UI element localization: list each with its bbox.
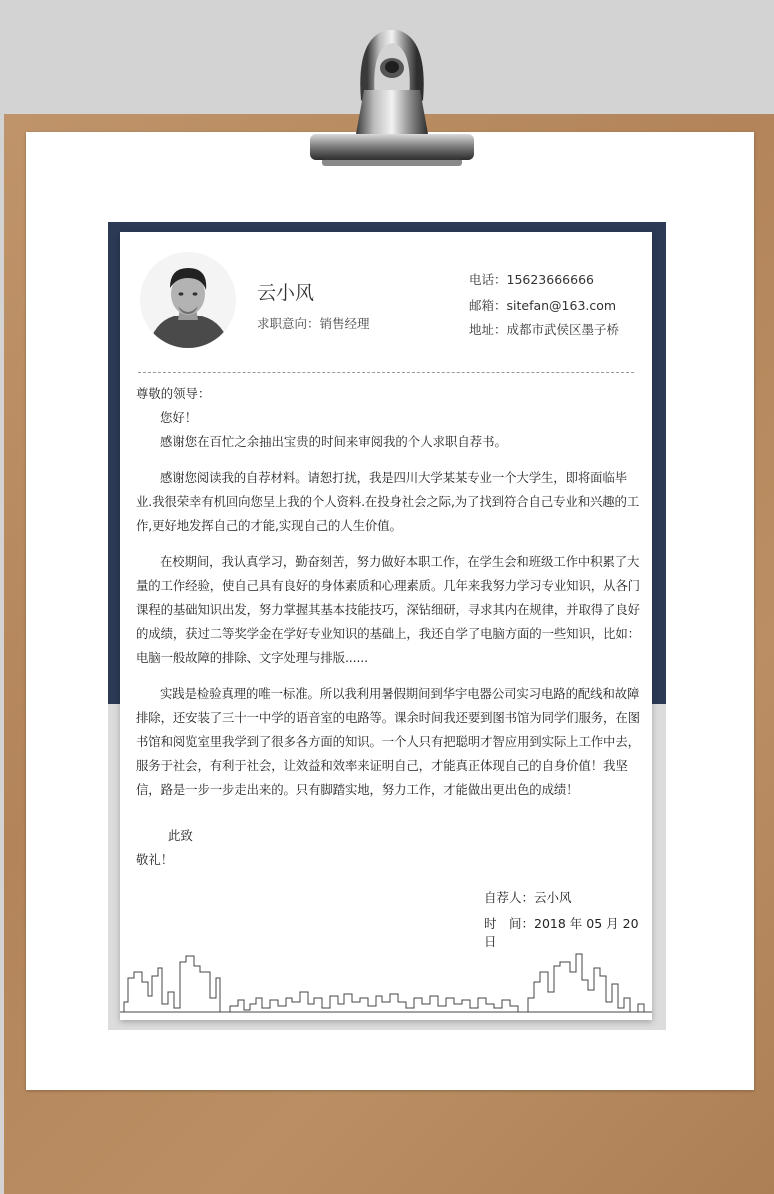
address-text: 地址：成都市武侯区墨子桥	[469, 322, 620, 337]
job-intent: 求职意向：销售经理	[257, 316, 370, 331]
signature-date: 时 间：2018 年 05 月 20 日	[484, 916, 639, 949]
paragraph-intro: 感谢您阅读我的自荐材料。请恕打扰，我是四川大学某某专业一个大学生，即将面临毕业.我很荣幸有机回向您呈上我的个人资料.在投身社会之际,为了找到符合自己专业和兴趣的工作,更好地发挥自己的才能,实现自己的人生价值。	[136, 470, 640, 533]
paragraph-practice: 实践是检验真理的唯一标准。所以我利用暑假期间到华宇电器公司实习电路的配线和故障排除，还安装了三十一中学的语音室的电路等。课余时间我还要到图书馆为同学们服务，在图书馆和阅览室里我学到了很多各方面的知识。一个人只有把聪明才智应用到实际上工作中去，服务于社会，有利于社会，让效益和效率来证明自己，才能真正体现自己的自身价值！我坚信，路是一步一步走出来的。只有脚踏实地，努力工作，才能做出更出色的成绩！	[136, 686, 640, 797]
greeting: 您好！	[160, 410, 198, 425]
binder-clip-icon	[308, 30, 476, 172]
phone-text: 电话：15623666666	[469, 272, 594, 287]
city-skyline-icon	[120, 942, 652, 1020]
signer: 自荐人：云小风	[484, 890, 572, 905]
header-divider	[138, 372, 634, 373]
salutation: 尊敬的领导：	[136, 386, 211, 401]
thanks-line: 感谢您在百忙之余抽出宝贵的时间来审阅我的个人求职自荐书。	[160, 434, 507, 449]
letter-body	[136, 382, 640, 872]
closing-regards: 此致	[168, 828, 193, 843]
paragraph-school: 在校期间，我认真学习，勤奋刻苦，努力做好本职工作，在学生会和班级工作中积累了大量的工作经验，使自己具有良好的身体素质和心理素质。几年来我努力学习专业知识，从各门课程的基础知识出发，努力掌握其基本技能技巧，深钻细研，寻求其内在规律，并取得了良好的成绩，获过二等奖学金在学好专业知识的基础上，我还自学了电脑方面的一些知识，比如：电脑一般故障的排除、文字处理与排版......	[136, 554, 640, 665]
cover-letter-paper	[120, 232, 652, 1020]
avatar	[140, 252, 236, 348]
candidate-name: 云小风	[257, 282, 315, 304]
avatar-photo-icon	[140, 252, 236, 348]
closing-salute: 敬礼！	[136, 852, 174, 867]
email-text: 邮箱：sitefan@163.com	[469, 298, 617, 313]
